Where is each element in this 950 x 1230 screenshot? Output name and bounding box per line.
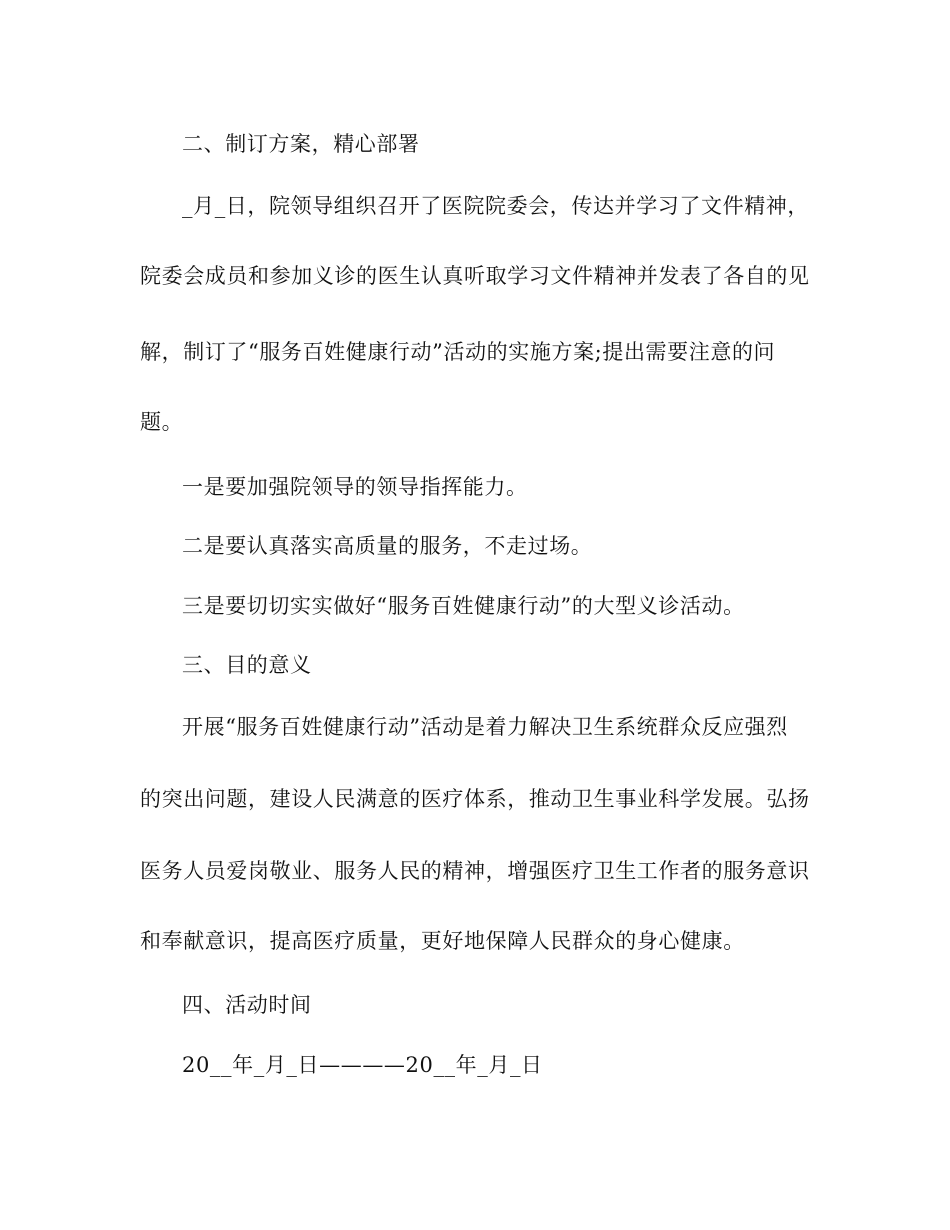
paragraph-line: 院委会成员和参加义诊的医生认真听取学习文件精神并发表了各自的见 xyxy=(140,264,810,288)
list-item: 二是要认真落实高质量的服务，不走过场。 xyxy=(182,534,593,558)
paragraph-line: 解，制订了“服务百姓健康行动”活动的实施方案;提出需要注意的问 xyxy=(140,340,776,364)
paragraph-line: 开展“服务百姓健康行动”活动是着力解决卫生系统群众反应强烈 xyxy=(182,715,788,739)
heading-section-2: 二、制订方案，精心部署 xyxy=(182,132,420,156)
activity-date-range: 20__年_月_日————20__年_月_日 xyxy=(182,1053,543,1077)
list-item: 一是要加强院领导的领导指挥能力。 xyxy=(182,475,528,499)
heading-section-3: 三、目的意义 xyxy=(182,653,312,677)
paragraph-line: _月_日，院领导组织召开了医院院委会，传达并学习了文件精神， xyxy=(182,194,809,218)
paragraph-line: 题。 xyxy=(140,410,184,434)
paragraph-line: 医务人员爱岗敬业、服务人民的精神，增强医疗卫生工作者的服务意识 xyxy=(140,859,810,883)
list-item: 三是要切切实实做好“服务百姓健康行动”的大型义诊活动。 xyxy=(182,594,745,618)
paragraph-line: 和奉献意识，提高医疗质量，更好地保障人民群众的身心健康。 xyxy=(140,929,745,953)
paragraph-line: 的突出问题，建设人民满意的医疗体系，推动卫生事业科学发展。弘扬 xyxy=(140,787,810,811)
heading-section-4: 四、活动时间 xyxy=(182,993,312,1017)
